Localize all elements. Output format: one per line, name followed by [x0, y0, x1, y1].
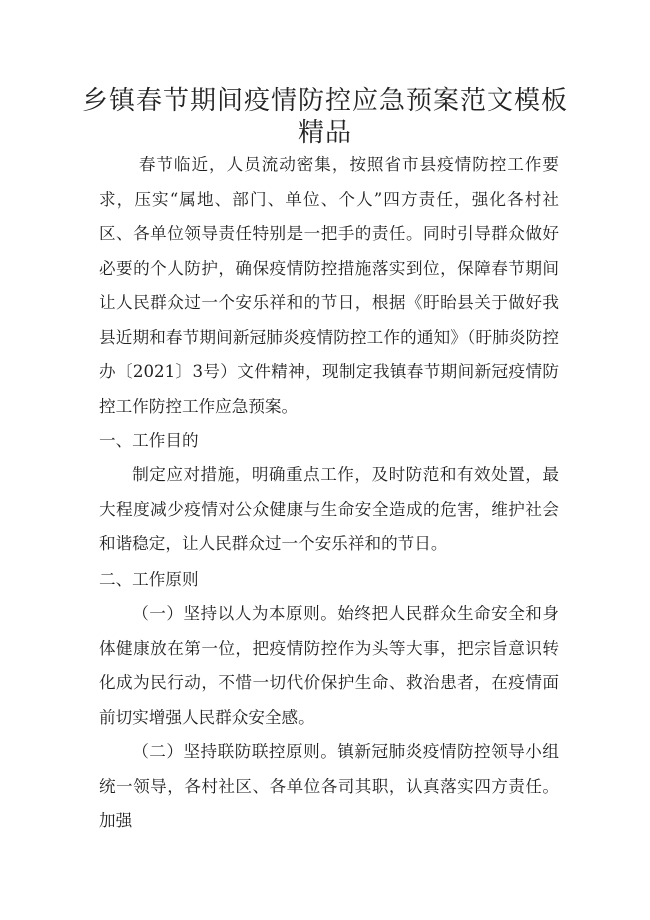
- document-title-continued: 精品: [297, 118, 352, 148]
- section-heading-work-purpose: 一、工作目的: [99, 431, 199, 450]
- principle-people-first-paragraph: （一）坚持以人为本原则。始终把人民群众生命安全和身体健康放在第一位，把疫情防控作为头等大事，把宗旨意识转化成为民行动，不惜一切代价保护生命、救治患者，在疫情面前切实增强人民群众安全感。: [99, 604, 559, 727]
- work-purpose-paragraph: 制定应对措施，明确重点工作，及时防范和有效处置，最大程度减少疫情对公众健康与生命安全造成的危害，维护社会和谐稳定，让人民群众过一个安乐祥和的节日。: [99, 465, 559, 553]
- intro-paragraph: 春节临近，人员流动密集，按照省市县疫情防控工作要求，压实“属地、部门、单位、个人”四方责任，强化各村社区、各单位领导责任特别是一把手的责任。同时引导群众做好必要的个人防护，确保疫情防控措施落实到位，保障春节期间让人民群众过一个安乐祥和的节日，根据《盱眙县关于做好我县近期和春节期间新冠肺炎疫情防控工作的通知》（盱肺炎防控办〔2021〕3号）文件精神，现制定我镇春节期间新冠疫情防控工作防控工作应急预案。: [99, 155, 559, 416]
- section-heading-work-principles: 二、工作原则: [99, 570, 199, 589]
- document-title: 乡镇春节期间疫情防控应急预案范文模板: [81, 86, 568, 116]
- principle-joint-prevention-paragraph: （二）坚持联防联控原则。镇新冠肺炎疫情防控领导小组统一领导，各村社区、各单位各司其职，认真落实四方责任。加强: [99, 742, 559, 830]
